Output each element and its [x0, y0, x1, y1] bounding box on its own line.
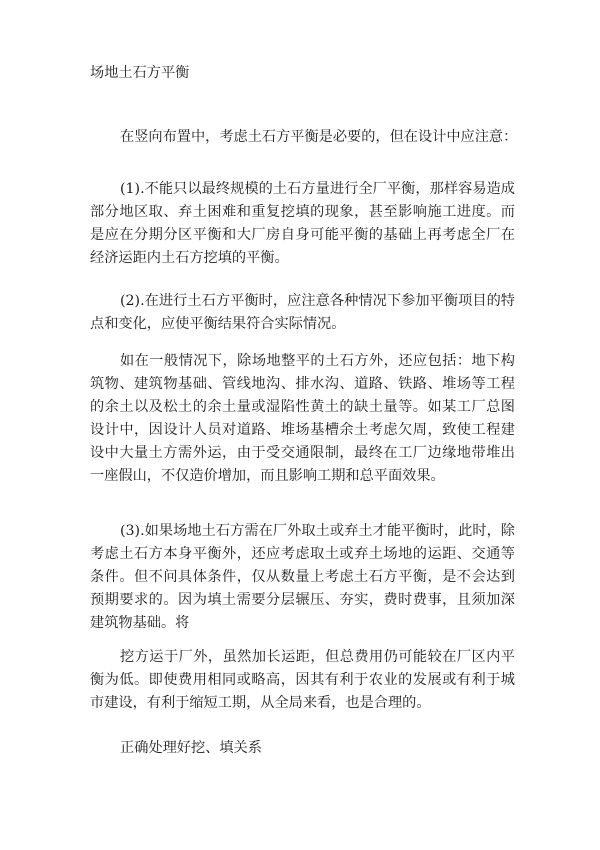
paragraph-point-3: (3).如果场地土石方需在厂外取土或弃土才能平衡时，此时，除考虑土石方本身平衡外，还应考虑取土或弃土场地的运距、交通等条件。但不问具体条件，仅从数量上考虑土石方平衡，是不会达到预期要求的。因为填土需要分层辗压、夯实，费时费事，且须加深建筑物基础。将 — [90, 523, 515, 631]
paragraph-point-1: (1).不能只以最终规模的土石方量进行全厂平衡，那样容易造成部分地区取、弃土困难和重复挖填的现象，甚至影响施工进度。而是应在分期分区平衡和大厂房自身可能平衡的基础上再考虑全厂在经济运距内土石方挖填的平衡。 — [90, 181, 515, 266]
paragraph-point-2: (2).在进行土石方平衡时，应注意各种情况下参加平衡项目的特点和变化，应使平衡结果符合实际情况。 — [90, 293, 515, 332]
paragraph-continuation: 挖方运于厂外，虽然加长运距，但总费用仍可能较在厂区内平衡为低。即使费用相同或略高，因其有利于农业的发展或有利于城市建设，有利于缩短工期，从全局来看，也是合理的。 — [90, 649, 515, 711]
paragraph-example: 如在一般情况下，除场地整平的土石方外，还应包括：地下构筑物、建筑物基础、管线地沟、排水沟、道路、铁路、堆场等工程的余土以及松土的余土量或湿陷性黄土的缺土量等。如某工厂总图设计中，因设计人员对道路、堆场基槽余土考虑欠周，致使工程建设中大量土方需外运，由于受交通限制，最终在工厂边缘地带堆出一座假山，不仅造价增加，而且影响工期和总平面效果。 — [90, 353, 515, 484]
intro-paragraph: 在竖向布置中，考虑土石方平衡是必要的，但在设计中应注意： — [120, 129, 518, 145]
document-title: 场地土石方平衡 — [90, 65, 190, 81]
closing-heading: 正确处理好挖、填关系 — [120, 740, 262, 756]
